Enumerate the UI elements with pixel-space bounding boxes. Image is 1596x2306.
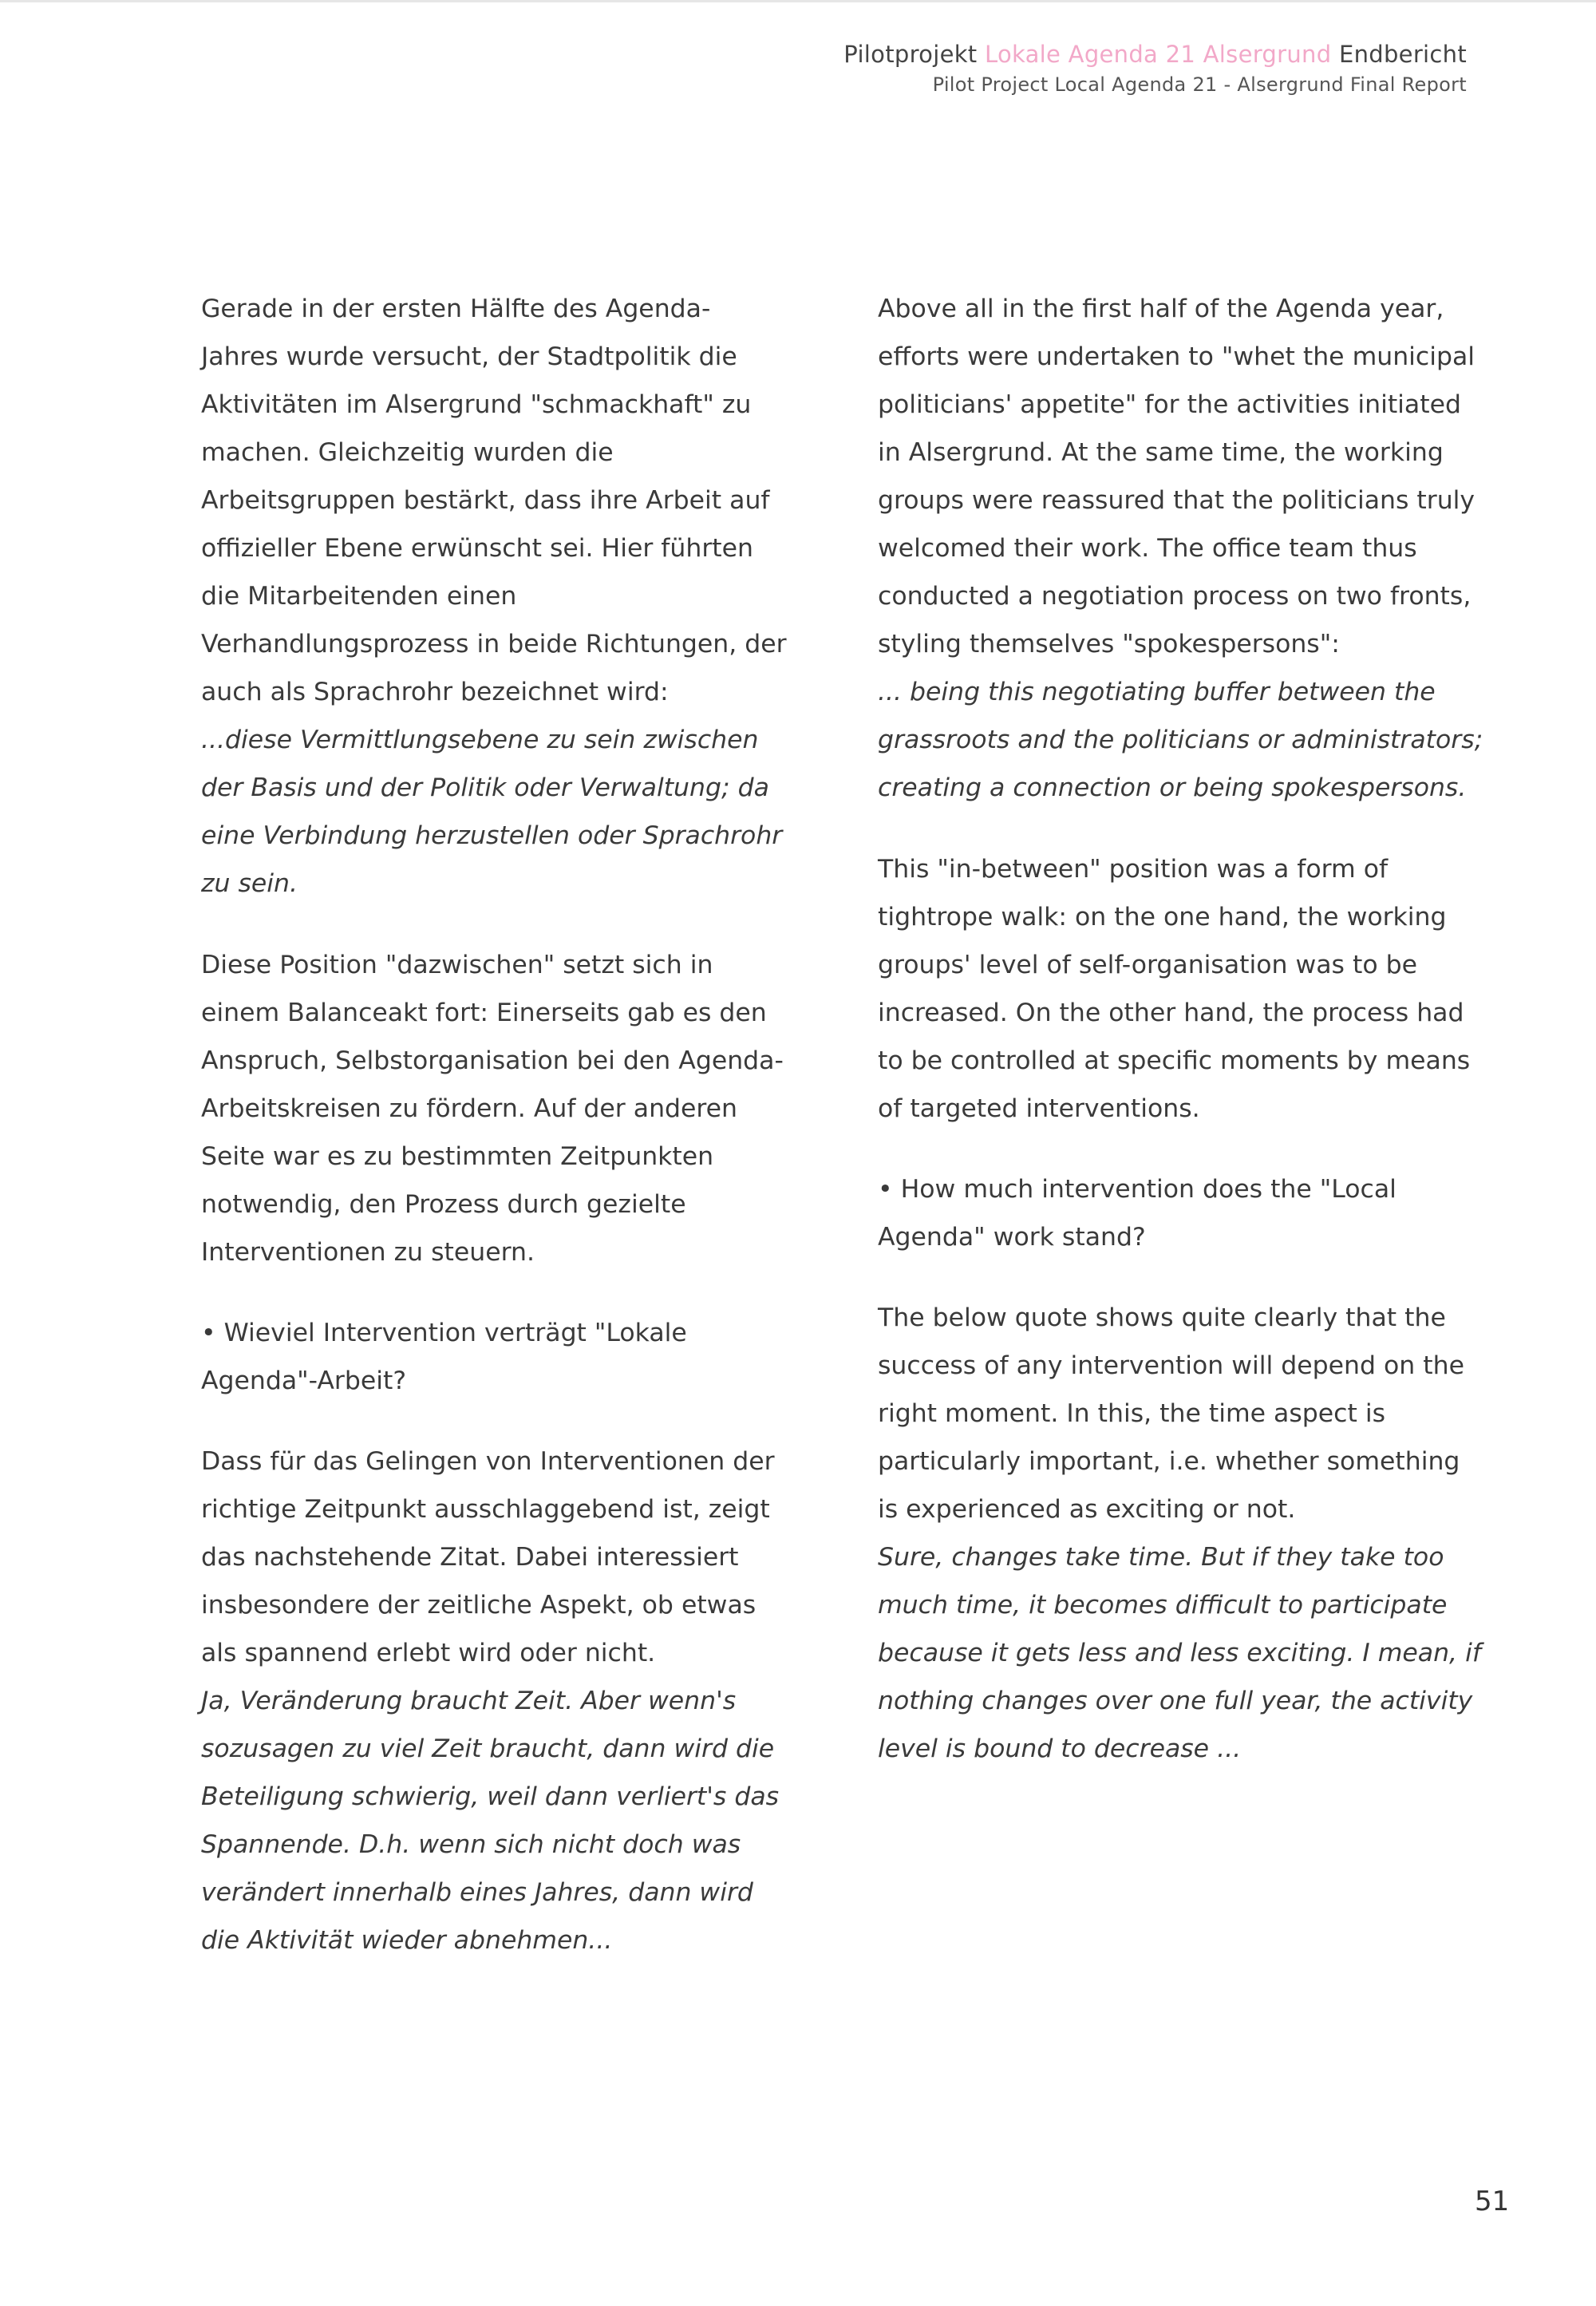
header-title — [509, 38, 1467, 70]
english-paragraph-3: The below quote shows quite clearly that the success of any intervention will depend on the right moment. In this, the time aspect is particularly important, i.e. whether something is experienced as exciting or not. — [878, 1303, 1464, 1524]
header-subtitle: Pilot Project Local Agenda 21 - Alsergrund Final Report — [932, 73, 1467, 96]
english-paragraph-2: This "in-between" position was a form of tightrope walk: on the one hand, the working groups' level of self-organisation was to be increased. On the other hand, the process had to be controlled at specific moments by means of targeted interventions. — [878, 855, 1471, 1123]
header-title-suffix: Endbericht — [1338, 41, 1467, 68]
german-quote-2: Ja, Veränderung braucht Zeit. Aber wenn's sozusagen zu viel Zeit braucht, dann wird die Beteiligung schwierig, weil dann verliert's das Spannende. D.h. wenn sich nicht doch was verändert innerhalb eines Jahres, dann wird die Aktivität wieder abnehmen... — [201, 1687, 780, 1955]
german-paragraph-2: Diese Position "dazwischen" setzt sich in einem Balanceakt fort: Einerseits gab es den Anspruch, Selbstorganisation bei den Agenda-Arbeitskreisen zu fördern. Auf der anderen Seite war es zu bestimmten Zeitpunkten notwendig, den Prozess durch gezielte Interventionen zu steuern. — [201, 951, 784, 1267]
header-title-prefix: Pilotprojekt — [843, 41, 978, 68]
english-quote-1: ... being this negotiating buffer between the grassroots and the politicians or administrators; creating a connection or being spokespersons. — [878, 678, 1483, 802]
english-paragraph-1: Above all in the first half of the Agenda year, efforts were undertaken to "whet the municipal politicians' appetite" for the activities initiated in Alsergrund. At the same time, the working groups were reassured that the politicians truly welcomed their work. The office team thus conducted a negotiation process on two fronts, styling themselves "spokespersons": — [878, 295, 1476, 659]
english-quote-2: Sure, changes take time. But if they take too much time, it becomes difficult to participate because it gets less and less exciting. I mean, if nothing changes over one full year, the activity level is bound to decrease ... — [878, 1543, 1481, 1763]
german-paragraph-3: Dass für das Gelingen von Interventionen der richtige Zeitpunkt ausschlaggebend ist, zeigt das nachstehende Zitat. Dabei interessiert insbesondere der zeitliche Aspekt, ob etwas als spannend erlebt wird oder nicht. — [201, 1447, 775, 1667]
running-header — [509, 38, 1467, 99]
top-rule — [0, 0, 1596, 2]
english-bullet-heading: • How much intervention does the "Local Agenda" work stand? — [878, 1175, 1396, 1252]
german-column — [201, 285, 788, 1964]
english-column — [878, 285, 1484, 1773]
german-bullet-heading: • Wieviel Intervention verträgt "Lokale Agenda"-Arbeit? — [201, 1319, 687, 1395]
german-paragraph-1: Gerade in der ersten Hälfte des Agenda-Jahres wurde versucht, der Stadtpolitik die Aktivitäten im Alsergrund "schmackhaft" zu machen. Gleichzeitig wurden die Arbeitsgruppen bestärkt, dass ihre Arbeit auf offizieller Ebene erwünscht sei. Hier führten die Mitarbeitenden einen Verhandlungsprozess in beide Richtungen, der auch als Sprachrohr bezeichnet wird: — [201, 295, 787, 706]
page-number: 51 — [1475, 2185, 1510, 2217]
german-quote-1: ...diese Vermittlungsebene zu sein zwischen der Basis und der Politik oder Verwaltung; da eine Verbindung herzustellen oder Sprachrohr zu sein. — [201, 726, 783, 898]
header-title-accent: Lokale Agenda 21 Alsergrund — [985, 41, 1332, 68]
